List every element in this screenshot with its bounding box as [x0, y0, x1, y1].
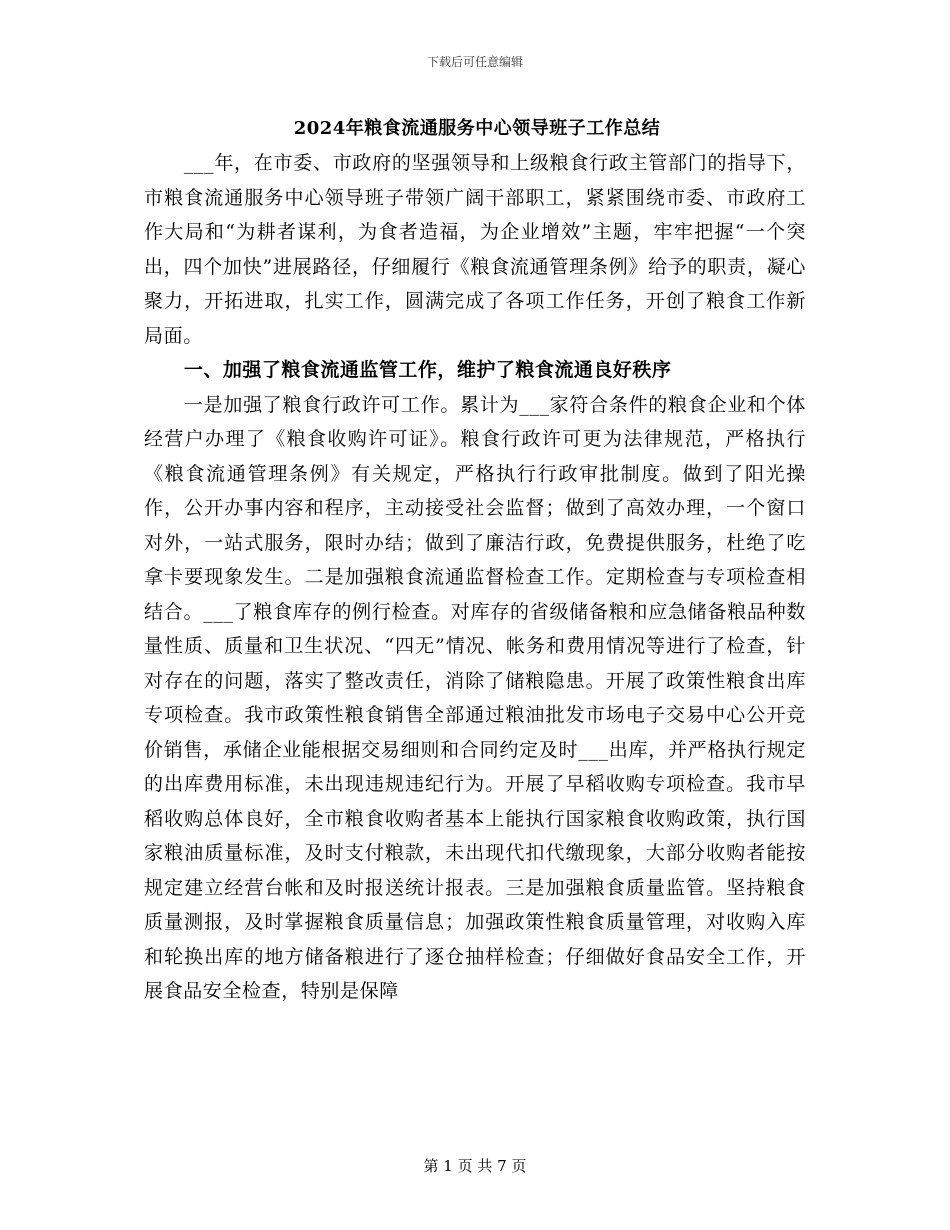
page-footer-indicator: 第 1 页 共 7 页	[423, 1157, 527, 1175]
section-paragraph: 一是加强了粮食行政许可工作。累计为___家符合条件的粮食企业和个体经营户办理了《粮食收购许可证》。粮食行政许可更为法律规范，严格执行《粮食流通管理条例》有关规定，严格执行行政审批制度。做到了阳光操作，公开办事内容和程序，主动接受社会监督；做到了高效办理，一个窗口对外，一站式服务，限时办结；做到了廉洁行政，免费提供服务，杜绝了吃拿卡要现象发生。二是加强粮食流通监督检查工作。定期检查与专项检查相结合。___了粮食库存的例行检查。对库存的省级储备粮和应急储备粮品种数量性质、质量和卫生状况、“四无”情况、帐务和费用情况等进行了检查，针对存在的问题，落实了整改责任，消除了储粮隐患。开展了政策性粮食出库专项检查。我市政策性粮食销售全部通过粮油批发市场电子交易中心公开竞价销售，承储企业能根据交易细则和合同约定及时___出库，并严格执行规定的出库费用标准，未出现违规违纪行为。开展了早稻收购专项检查。我市早稻收购总体良好，全市粮食收购者基本上能执行国家粮食收购政策，执行国家粮油质量标准，及时支付粮款，未出现代扣代缴现象，大部分收购者能按规定建立经营台帐和及时报送统计报表。三是加强粮食质量监管。坚持粮食质量测报，及时掌握粮食质量信息；加强政策性粮食质量管理，对收购入库和轮换出库的地方储备粮进行了逐仓抽样检查；仔细做好食品安全工作，开展食品安全检查，特别是保障	[144, 393, 806, 1002]
document-body	[144, 112, 806, 1009]
section-heading: 一、加强了粮食流通监管工作，维护了粮食流通良好秩序	[183, 359, 672, 381]
document-title: 2024年粮食流通服务中心领导班子工作总结	[293, 118, 661, 139]
intro-paragraph: ___年，在市委、市政府的坚强领导和上级粮食行政主管部门的指导下，市粮食流通服务中心领导班子带领广阔干部职工，紧紧围绕市委、市政府工作大局和“为耕者谋利，为食者造福，为企业增效”主题，牢牢把握“一个突出，四个加快”进展路径，仔细履行《粮食流通管理条例》给予的职责，凝心聚力，开拓进取，扎实工作，圆满完成了各项工作任务，开创了粮食工作新局面。	[144, 152, 806, 347]
page-header-note: 下载后可任意编辑	[426, 55, 523, 69]
